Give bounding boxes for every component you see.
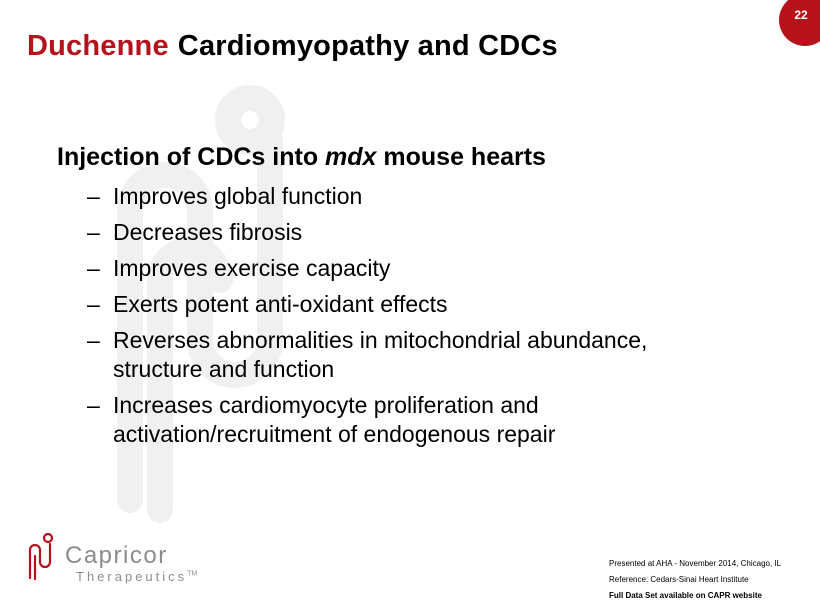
bullet-text: Increases cardiomyocyte proliferation and activation/recruitment of endogenous repair [113,392,556,447]
bullet-item [87,254,707,283]
bullet-dash: – [87,219,100,245]
bullet-dash: – [87,183,100,209]
logo-name: Capricor [65,542,168,569]
bullet-dash: – [87,327,100,353]
bullet-text: Reverses abnormalities in mitochondrial abundance, structure and function [113,327,648,382]
bullet-text: Decreases fibrosis [113,219,303,245]
page-number: 22 [794,8,808,22]
capricor-logo [24,532,198,588]
bullet-text: Exerts potent anti-oxidant effects [113,291,448,317]
logo-trademark: TM [187,570,198,578]
title-rest: Cardiomyopathy and CDCs [177,30,558,62]
bullet-item [87,391,707,449]
logo-subtitle [76,569,197,584]
capricor-logo-icon [24,532,58,582]
footer-data-note: Full Data Set available on CAPR website [609,591,762,600]
logo-subtitle-text: Therapeutics [76,569,188,584]
bullet-item [87,218,707,247]
footer-reference: Reference: Cedars-Sinai Heart Institute [609,575,749,584]
page-number-badge [779,0,820,46]
footer-notes [609,556,781,604]
footer-presented: Presented at AHA - November 2014, Chicago, IL [609,559,782,568]
heading-italic: mdx [325,143,377,171]
heading-prefix: Injection of CDCs into [57,143,326,171]
bullet-item [87,290,707,319]
heading-suffix: mouse hearts [376,143,546,171]
bullet-list [87,182,707,456]
bullet-item [87,326,707,384]
bullet-text: Improves global function [113,183,363,209]
slide-title [27,30,558,63]
bullet-text: Improves exercise capacity [113,255,391,281]
title-accent: Duchenne [27,30,169,62]
bullet-dash: – [87,291,100,317]
section-heading [57,143,546,172]
bullet-dash: – [87,392,100,418]
bullet-item [87,182,707,211]
bullet-dash: – [87,255,100,281]
